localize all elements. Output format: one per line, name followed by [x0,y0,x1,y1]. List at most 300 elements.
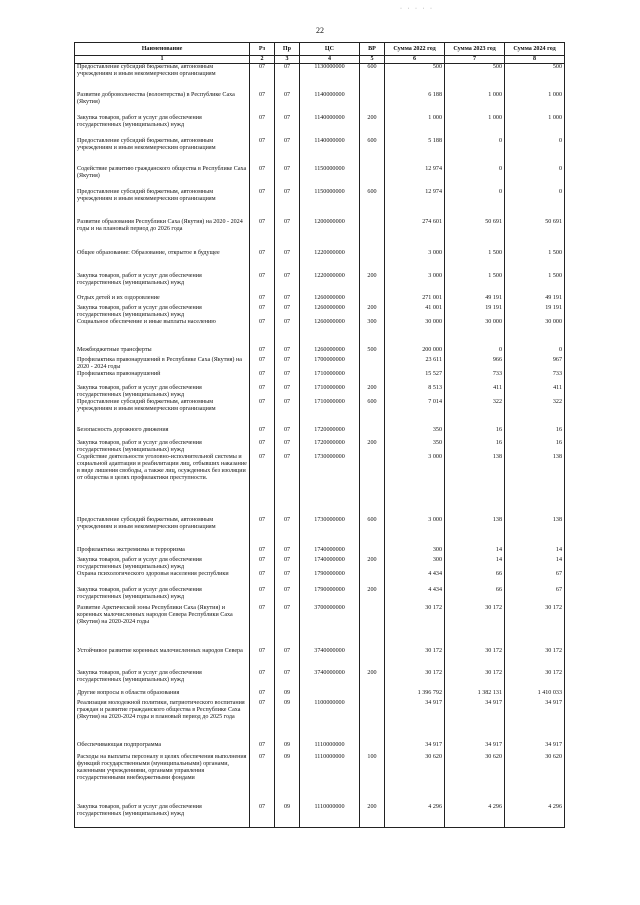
row-sum-2024: 411 [505,385,565,399]
row-cs: 1710000000 [300,399,360,427]
row-sum-2023: 66 [445,571,505,587]
row-pr: 07 [275,547,300,557]
row-sum-2022: 6 188 [385,92,445,115]
row-sum-2024: 19 191 [505,305,565,319]
row-sum-2022: 500 [385,64,445,92]
row-sum-2023: 0 [445,347,505,357]
row-sum-2023: 14 [445,547,505,557]
row-rz: 07 [250,605,275,648]
row-rz: 07 [250,357,275,371]
row-rz: 07 [250,754,275,804]
row-sum-2024: 0 [505,189,565,219]
row-pr: 07 [275,385,300,399]
row-sum-2024: 1 000 [505,115,565,138]
row-pr: 09 [275,804,300,828]
row-sum-2024: 30 172 [505,605,565,648]
row-cs: 1260000000 [300,295,360,305]
row-rz: 07 [250,648,275,670]
row-sum-2024: 16 [505,427,565,440]
row-name: Профилактика правонарушений в Республике Саха (Якутия) на 2020 - 2024 годы [75,357,250,371]
row-sum-2023: 733 [445,371,505,385]
row-sum-2022: 8 513 [385,385,445,399]
row-sum-2024: 1 500 [505,250,565,273]
header-pr: Пр [275,43,300,56]
row-sum-2023: 500 [445,64,505,92]
table-row [75,357,565,371]
row-sum-2023: 0 [445,138,505,166]
row-sum-2022: 12 974 [385,166,445,189]
table-row [75,557,565,571]
row-cs: 1150000000 [300,189,360,219]
row-pr: 07 [275,219,300,250]
table-row [75,454,565,517]
table-row [75,804,565,828]
row-name: Межбюджетные трансферты [75,347,250,357]
row-cs: 1140000000 [300,115,360,138]
row-name: Предоставление субсидий бюджетным, автономным учреждениям и иным некоммерческим организациям [75,189,250,219]
row-name: Социальное обеспечение и иные выплаты населению [75,319,250,347]
row-cs: 1220000000 [300,250,360,273]
row-name: Содействие деятельности уголовно-исполнительной системы и социальной адаптации и реабилитации лиц, отбывших наказание в виде лишения свободы, а также лиц, осужденных без изоляции от общества в целях профилактики преступности. [75,454,250,517]
table-row [75,399,565,427]
table-row [75,517,565,547]
row-vr: 500 [360,347,385,357]
row-pr: 07 [275,399,300,427]
row-pr: 07 [275,305,300,319]
row-cs: 3740000000 [300,648,360,670]
row-vr: 600 [360,64,385,92]
row-sum-2022: 4 434 [385,587,445,605]
row-cs: 1150000000 [300,166,360,189]
row-cs: 3700000000 [300,605,360,648]
row-sum-2023: 30 000 [445,319,505,347]
row-name: Закупка товаров, работ и услуг для обеспечения государственных (муниципальных) нужд [75,440,250,454]
row-sum-2023: 30 172 [445,605,505,648]
row-sum-2023: 14 [445,557,505,571]
row-sum-2024: 14 [505,547,565,557]
header-vr: ВР [360,43,385,56]
row-name: Другие вопросы в области образования [75,690,250,700]
header-name: Наименование [75,43,250,56]
row-sum-2023: 138 [445,517,505,547]
row-sum-2024: 14 [505,557,565,571]
row-sum-2022: 30 620 [385,754,445,804]
row-name: Развитие образования Республики Саха (Якутия) на 2020 - 2024 годы и на плановый период до 2026 года [75,219,250,250]
row-pr: 09 [275,754,300,804]
row-name: Безопасность дорожного движения [75,427,250,440]
row-sum-2024: 30 620 [505,754,565,804]
row-sum-2022: 3 000 [385,454,445,517]
row-pr: 07 [275,250,300,273]
row-sum-2022: 4 434 [385,571,445,587]
row-sum-2023: 0 [445,166,505,189]
row-pr: 09 [275,700,300,742]
row-rz: 07 [250,399,275,427]
page-number: 22 [316,26,324,35]
row-pr: 07 [275,115,300,138]
row-sum-2023: 50 691 [445,219,505,250]
row-name: Устойчивое развитие коренных малочисленных народов Севера [75,648,250,670]
row-cs: 1110000000 [300,804,360,828]
table-row [75,138,565,166]
column-number: 4 [300,56,360,64]
row-rz: 07 [250,700,275,742]
row-sum-2022: 300 [385,557,445,571]
row-sum-2024: 1 000 [505,92,565,115]
row-pr: 07 [275,371,300,385]
row-vr [360,357,385,371]
row-sum-2024: 0 [505,166,565,189]
row-cs: 1740000000 [300,547,360,557]
row-cs: 1130000000 [300,64,360,92]
table-row [75,754,565,804]
row-pr: 07 [275,138,300,166]
row-rz: 07 [250,385,275,399]
header-sum-2024: Сумма 2024 год [505,43,565,56]
row-pr: 07 [275,357,300,371]
table-row [75,189,565,219]
row-rz: 07 [250,454,275,517]
table-row [75,273,565,295]
row-rz: 07 [250,319,275,347]
row-sum-2024: 138 [505,454,565,517]
row-name: Закупка товаров, работ и услуг для обеспечения государственных (муниципальных) нужд [75,115,250,138]
row-cs: 1260000000 [300,305,360,319]
row-sum-2023: 34 917 [445,742,505,754]
row-pr: 07 [275,427,300,440]
row-sum-2024: 34 917 [505,700,565,742]
row-vr: 600 [360,189,385,219]
row-cs: 1140000000 [300,138,360,166]
row-vr [360,648,385,670]
row-sum-2024: 49 191 [505,295,565,305]
table-row [75,648,565,670]
row-vr: 200 [360,305,385,319]
row-sum-2023: 16 [445,440,505,454]
table-row [75,571,565,587]
row-pr: 07 [275,273,300,295]
row-sum-2023: 138 [445,454,505,517]
column-number: 5 [360,56,385,64]
table-row [75,690,565,700]
row-cs: 1100000000 [300,700,360,742]
row-cs: 1790000000 [300,587,360,605]
row-name: Закупка товаров, работ и услуг для обеспечения государственных (муниципальных) нужд [75,557,250,571]
row-sum-2022: 30 000 [385,319,445,347]
row-vr [360,547,385,557]
row-name: Закупка товаров, работ и услуг для обеспечения государственных (муниципальных) нужд [75,305,250,319]
row-vr: 200 [360,115,385,138]
row-sum-2023: 966 [445,357,505,371]
row-sum-2024: 322 [505,399,565,427]
row-sum-2024: 34 917 [505,742,565,754]
row-sum-2022: 41 001 [385,305,445,319]
row-sum-2022: 7 014 [385,399,445,427]
row-name: Содействие развитию гражданского общества в Республике Саха (Якутия) [75,166,250,189]
row-rz: 07 [250,670,275,690]
row-name: Закупка товаров, работ и услуг для обеспечения государственных (муниципальных) нужд [75,273,250,295]
column-number: 6 [385,56,445,64]
row-name: Предоставление субсидий бюджетным, автономным учреждениям и иным некоммерческим организациям [75,517,250,547]
row-sum-2023: 66 [445,587,505,605]
table-row [75,319,565,347]
row-rz: 07 [250,371,275,385]
row-name: Предоставление субсидий бюджетным, автономным учреждениям и иным некоммерческим организациям [75,138,250,166]
row-sum-2024: 16 [505,440,565,454]
row-name: Закупка товаров, работ и услуг для обеспечения государственных (муниципальных) нужд [75,385,250,399]
row-sum-2022: 1 000 [385,115,445,138]
row-sum-2022: 34 917 [385,700,445,742]
column-number: 7 [445,56,505,64]
row-sum-2024: 67 [505,571,565,587]
row-sum-2022: 34 917 [385,742,445,754]
row-rz: 07 [250,64,275,92]
row-name: Развитие добровольчества (волонтерства) в Республике Саха (Якутия) [75,92,250,115]
row-rz: 07 [250,440,275,454]
row-name: Профилактика экстремизма и терроризма [75,547,250,557]
row-rz: 07 [250,219,275,250]
row-cs: 1110000000 [300,742,360,754]
corner-mark: · · · · · [400,6,434,12]
row-sum-2024: 30 000 [505,319,565,347]
table-row [75,166,565,189]
row-sum-2022: 30 172 [385,670,445,690]
row-name: Закупка товаров, работ и услуг для обеспечения государственных (муниципальных) нужд [75,587,250,605]
row-vr [360,371,385,385]
row-vr: 200 [360,273,385,295]
table-row [75,92,565,115]
row-sum-2023: 16 [445,427,505,440]
row-vr: 200 [360,385,385,399]
row-cs: 3740000000 [300,670,360,690]
row-pr: 07 [275,587,300,605]
table-row [75,305,565,319]
row-sum-2024: 30 172 [505,648,565,670]
row-sum-2023: 1 000 [445,92,505,115]
row-vr [360,454,385,517]
row-sum-2022: 274 601 [385,219,445,250]
row-name: Предоставление субсидий бюджетным, автономным учреждениям и иным некоммерческим организациям [75,64,250,92]
row-pr: 07 [275,557,300,571]
row-sum-2023: 1 000 [445,115,505,138]
table-row [75,547,565,557]
row-cs: 1260000000 [300,347,360,357]
column-number: 1 [75,56,250,64]
row-rz: 07 [250,347,275,357]
row-sum-2022: 271 001 [385,295,445,305]
row-vr: 600 [360,517,385,547]
table-row [75,385,565,399]
row-sum-2022: 300 [385,547,445,557]
row-pr: 07 [275,670,300,690]
row-name: Обеспечивающая подпрограмма [75,742,250,754]
row-sum-2024: 1 410 033 [505,690,565,700]
row-sum-2022: 5 188 [385,138,445,166]
row-cs [300,690,360,700]
row-sum-2023: 30 172 [445,670,505,690]
row-sum-2022: 30 172 [385,605,445,648]
row-cs: 1700000000 [300,357,360,371]
table-row [75,700,565,742]
row-rz: 07 [250,166,275,189]
row-pr: 07 [275,189,300,219]
row-rz: 07 [250,138,275,166]
table-row [75,427,565,440]
row-sum-2023: 30 620 [445,754,505,804]
row-sum-2023: 411 [445,385,505,399]
row-sum-2022: 1 396 792 [385,690,445,700]
row-rz: 07 [250,189,275,219]
row-vr [360,295,385,305]
row-pr: 09 [275,690,300,700]
table-row [75,347,565,357]
row-pr: 07 [275,319,300,347]
table-row [75,587,565,605]
table-row [75,742,565,754]
row-sum-2022: 350 [385,440,445,454]
row-sum-2024: 733 [505,371,565,385]
row-sum-2023: 1 500 [445,250,505,273]
row-cs: 1720000000 [300,427,360,440]
row-sum-2024: 500 [505,64,565,92]
row-cs: 1110000000 [300,754,360,804]
row-vr [360,700,385,742]
row-cs: 1260000000 [300,319,360,347]
row-vr [360,605,385,648]
row-pr: 07 [275,517,300,547]
header-rz: Рз [250,43,275,56]
row-pr: 07 [275,440,300,454]
row-sum-2023: 34 917 [445,700,505,742]
row-rz: 07 [250,115,275,138]
row-sum-2023: 0 [445,189,505,219]
row-sum-2022: 3 000 [385,273,445,295]
row-rz: 07 [250,427,275,440]
header-row [75,43,565,56]
row-cs: 1730000000 [300,517,360,547]
row-sum-2024: 967 [505,357,565,371]
row-rz: 07 [250,587,275,605]
row-pr: 07 [275,295,300,305]
row-sum-2024: 0 [505,138,565,166]
row-vr: 200 [360,804,385,828]
row-rz: 07 [250,742,275,754]
row-sum-2022: 200 000 [385,347,445,357]
row-vr [360,690,385,700]
row-vr: 200 [360,557,385,571]
row-cs: 1710000000 [300,385,360,399]
row-vr: 100 [360,754,385,804]
row-name: Закупка товаров, работ и услуг для обеспечения государственных (муниципальных) нужд [75,670,250,690]
row-sum-2024: 1 500 [505,273,565,295]
row-vr [360,571,385,587]
row-pr: 07 [275,166,300,189]
row-sum-2022: 3 000 [385,250,445,273]
table-row [75,64,565,92]
table-row [75,115,565,138]
row-sum-2023: 1 500 [445,273,505,295]
row-sum-2022: 30 172 [385,648,445,670]
column-number-row [75,56,565,64]
row-rz: 07 [250,557,275,571]
row-rz: 07 [250,690,275,700]
header-sum-2023: Сумма 2023 год [445,43,505,56]
row-pr: 07 [275,454,300,517]
row-pr: 07 [275,605,300,648]
table-row [75,295,565,305]
row-cs: 1140000000 [300,92,360,115]
row-vr [360,427,385,440]
row-pr: 07 [275,648,300,670]
row-name: Предоставление субсидий бюджетным, автономным учреждениям и иным некоммерческим организациям [75,399,250,427]
row-vr: 200 [360,440,385,454]
row-cs: 1710000000 [300,371,360,385]
row-vr [360,250,385,273]
row-vr [360,742,385,754]
row-rz: 07 [250,571,275,587]
row-sum-2022: 23 611 [385,357,445,371]
row-name: Развитие Арктической зоны Республики Саха (Якутия) и коренных малочисленных народов Севера Республики Саха (Якутия) на 2020-2024 годы [75,605,250,648]
table-row [75,605,565,648]
row-rz: 07 [250,517,275,547]
row-cs: 1730000000 [300,454,360,517]
budget-table [74,42,565,828]
row-vr [360,92,385,115]
row-rz: 07 [250,305,275,319]
row-rz: 07 [250,804,275,828]
row-cs: 1220000000 [300,273,360,295]
row-pr: 09 [275,742,300,754]
row-rz: 07 [250,250,275,273]
table-row [75,440,565,454]
row-rz: 07 [250,273,275,295]
row-sum-2022: 350 [385,427,445,440]
column-number: 3 [275,56,300,64]
row-sum-2024: 138 [505,517,565,547]
row-name: Общее образование: Образование, открытое в будущее [75,250,250,273]
row-vr: 300 [360,319,385,347]
row-sum-2024: 50 691 [505,219,565,250]
row-name: Профилактика правонарушений [75,371,250,385]
row-sum-2024: 0 [505,347,565,357]
row-vr [360,166,385,189]
row-pr: 07 [275,64,300,92]
header-sum-2022: Сумма 2022 год [385,43,445,56]
row-sum-2023: 19 191 [445,305,505,319]
row-name: Закупка товаров, работ и услуг для обеспечения государственных (муниципальных) нужд [75,804,250,828]
row-cs: 1790000000 [300,571,360,587]
table-row [75,371,565,385]
row-sum-2023: 49 191 [445,295,505,305]
row-sum-2023: 30 172 [445,648,505,670]
row-vr: 600 [360,138,385,166]
row-sum-2023: 4 296 [445,804,505,828]
row-pr: 07 [275,571,300,587]
row-vr: 200 [360,587,385,605]
row-sum-2024: 30 172 [505,670,565,690]
row-pr: 07 [275,92,300,115]
column-number: 8 [505,56,565,64]
row-cs: 1720000000 [300,440,360,454]
row-cs: 1200000000 [300,219,360,250]
row-sum-2024: 67 [505,587,565,605]
row-name: Расходы на выплаты персоналу в целях обеспечения выполнения функций государственными (муниципальными) органами, казенными учреждениями, органами управления государственными внебюджетными фондами [75,754,250,804]
table-row [75,219,565,250]
column-number: 2 [250,56,275,64]
table-row [75,250,565,273]
row-sum-2022: 12 974 [385,189,445,219]
row-name: Реализация молодежной политики, патриотического воспитания граждан и развитие гражданского общества в Республике Саха (Якутия) на 2020-2024 годы и плановый период до 2025 года [75,700,250,742]
